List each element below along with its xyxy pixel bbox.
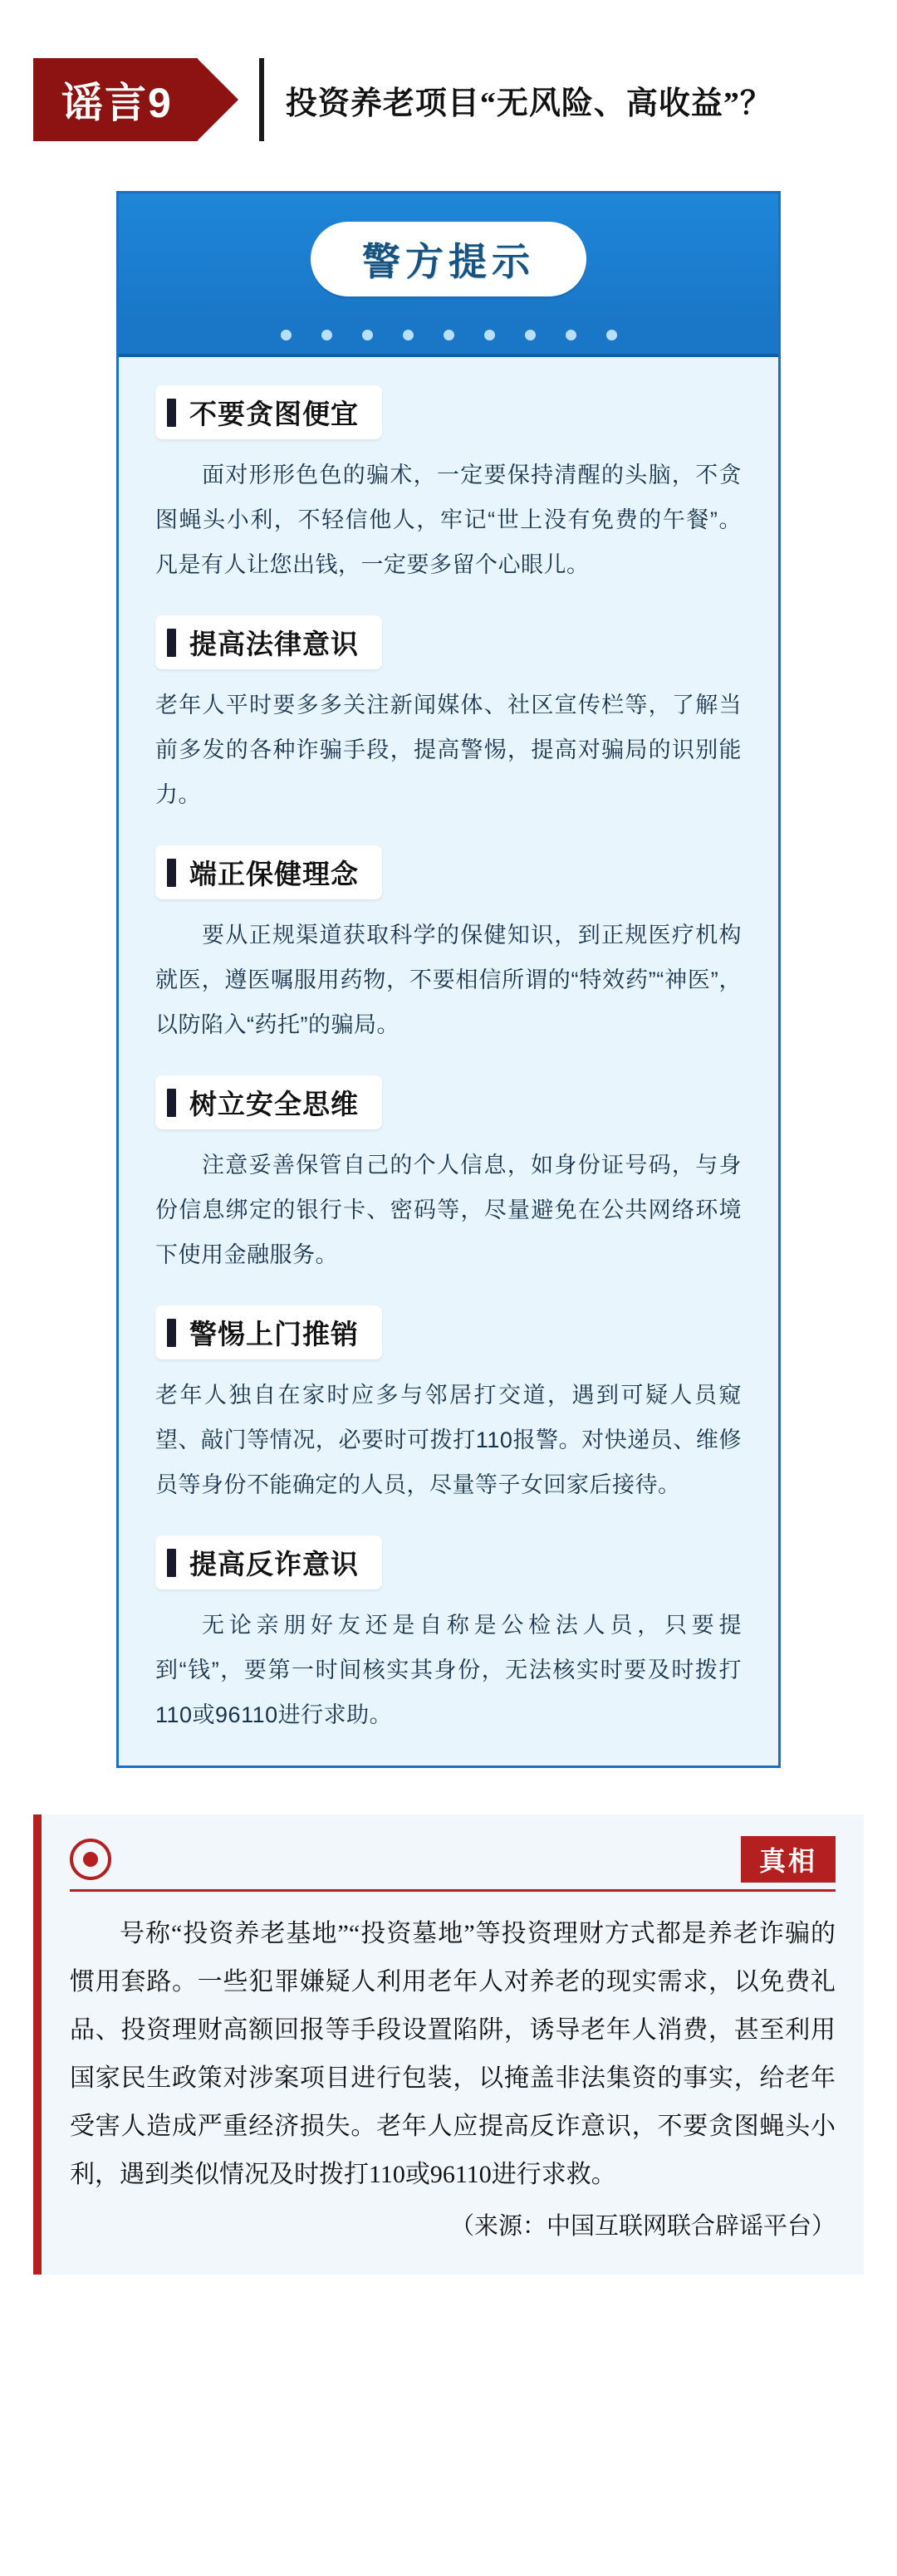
tip-section-header bbox=[155, 845, 382, 899]
tip-section-title: 不要贪图便宜 bbox=[189, 399, 359, 429]
dot-icon bbox=[281, 330, 292, 340]
tip-section-body: 注意妥善保管自己的个人信息，如身份证号码，与身份信息绑定的银行卡、密码等，尽量避免在公共网络环境下使用金融服务。 bbox=[155, 1153, 742, 1267]
tip-section-title: 端正保健理念 bbox=[189, 859, 359, 889]
dot-icon bbox=[321, 330, 332, 340]
dot-icon bbox=[403, 330, 414, 340]
tip-section-header bbox=[155, 615, 382, 669]
truth-source-text: （来源：中国互联网联合辟谣平台） bbox=[449, 2213, 836, 2240]
bar-marker-icon bbox=[167, 859, 176, 887]
bar-marker-icon bbox=[167, 399, 176, 427]
dot-icon bbox=[362, 330, 373, 340]
tip-section-body: 面对形形色色的骗术，一定要保持清醒的头脑，不贪图蝇头小利，不轻信他人，牢记“世上没有免费的午餐”。凡是有人让您出钱，一定要多留个心眼儿。 bbox=[155, 463, 742, 577]
truth-header bbox=[70, 1836, 836, 1892]
tip-section-body: 老年人平时要多多关注新闻媒体、社区宣传栏等，了解当前多发的各种诈骗手段，提高警惕，提高对骗局的识别能力。 bbox=[155, 693, 742, 807]
poster-header bbox=[119, 193, 778, 318]
dot-icon bbox=[484, 330, 495, 340]
poster-dot-divider bbox=[119, 318, 778, 357]
page-root bbox=[0, 58, 897, 2576]
dot-icon bbox=[606, 330, 617, 340]
rumor-number-label: 谣言9 bbox=[61, 80, 173, 126]
poster-badge-label: 警方提示 bbox=[311, 222, 586, 296]
tip-section-title: 提高反诈意识 bbox=[189, 1549, 359, 1579]
bar-marker-icon bbox=[167, 1089, 176, 1117]
tip-section bbox=[155, 1535, 742, 1737]
tip-section-title: 提高法律意识 bbox=[189, 629, 359, 659]
platform-logo-icon bbox=[70, 1839, 111, 1880]
tip-section-header bbox=[155, 1305, 382, 1359]
tip-section-body: 要从正规渠道获取科学的保健知识，到正规医疗机构就医，遵医嘱服用药物，不要相信所谓的“特效药”“神医”，以防陷入“药托”的骗局。 bbox=[155, 923, 742, 1037]
page-title: 投资养老项目“无风险、高收益”？ bbox=[285, 86, 772, 121]
tip-section bbox=[155, 1075, 742, 1277]
truth-body-text: 号称“投资养老基地”“投资墓地”等投资理财方式都是养老诈骗的惯用套路。一些犯罪嫌疑人利用老年人对养老的现实需求，以免费礼品、投资理财高额回报等手段设置陷阱，诱导老年人消费，甚至利用国家民生政策对涉案项目进行包装，以掩盖非法集资的事实，给老年受害人造成严重经济损失。老年人应提高反诈意识，不要贪图蝇头小利，遇到类似情况及时拨打110或96110进行求救。 bbox=[70, 1920, 836, 2188]
dot-icon bbox=[566, 330, 576, 340]
tip-section bbox=[155, 615, 742, 817]
truth-block bbox=[33, 1814, 864, 2275]
bar-marker-icon bbox=[167, 1319, 176, 1347]
tip-section-body: 无论亲朋好友还是自称是公检法人员，只要提到“钱”，要第一时间核实其身份，无法核实时要及时拨打110或96110进行求助。 bbox=[155, 1613, 742, 1727]
tip-section-header bbox=[155, 1535, 382, 1589]
tip-section-title: 警惕上门推销 bbox=[189, 1319, 359, 1349]
bar-marker-icon bbox=[167, 1549, 176, 1577]
tip-section bbox=[155, 845, 742, 1047]
truth-badge: 真相 bbox=[741, 1836, 836, 1883]
tip-section-header bbox=[155, 1075, 382, 1129]
police-tips-poster bbox=[116, 191, 781, 1768]
dot-icon bbox=[444, 330, 454, 340]
tip-section-title: 树立安全思维 bbox=[189, 1089, 359, 1119]
tip-section-header bbox=[155, 385, 382, 439]
bar-marker-icon bbox=[167, 629, 176, 657]
tip-section bbox=[155, 385, 742, 587]
tip-section bbox=[155, 1305, 742, 1507]
tip-section-body: 老年人独自在家时应多与邻居打交道，遇到可疑人员窥望、敲门等情况，必要时可拨打110报警。对快递员、维修员等身份不能确定的人员，尽量等子女回家后接待。 bbox=[155, 1383, 742, 1497]
tag-arrow-shape bbox=[197, 58, 238, 141]
rumor-number-tag bbox=[33, 58, 198, 141]
dot-icon bbox=[525, 330, 536, 340]
header-banner bbox=[33, 58, 897, 141]
